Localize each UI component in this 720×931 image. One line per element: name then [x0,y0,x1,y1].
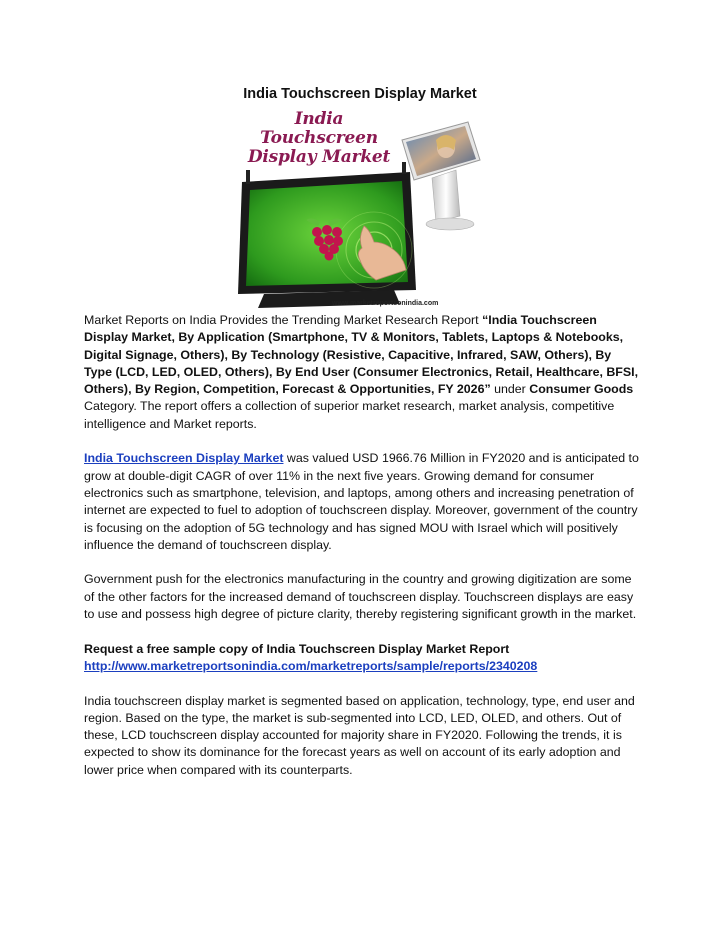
sample-request-link[interactable]: http://www.marketreportsonindia.com/marketreports/sample/reports/2340208 [84,658,538,673]
market-value-text: was valued USD 1966.76 Million in FY2020 and is anticipated to grow at double-digit CAGR of over 11% in the next five years. Growing demand for consumer electronics such as smartphone, television, and laptops, among others and increasing penetration of internet are expected to fuel to adoption of touchscreen display. Moreover, government of the country is focusing on the adoption of 5G technology and has signed MOU with Israel which will positively influence the demand of touchscreen display. [84,451,639,552]
category-name: Consumer Goods [529,382,634,397]
under-text: under [490,382,530,397]
market-report-link[interactable]: India Touchscreen Display Market [84,451,284,466]
segmentation-paragraph: India touchscreen display market is segmented based on application, technology, type, end user and region. Based on the type, the market is sub-segmented into LCD, LED, OLED, and others. Out of these, LCD touchscreen display accounted for majority share in FY2020. Following the trends, it is expected to show its dominance for the forecast years as well on account of its early adoption and lower price when compared with its counterparts. [84,693,635,777]
document-body [84,312,640,796]
hero-heading-line2: Display Market [247,147,391,167]
hero-image [224,110,500,312]
intro-text-after: Category. The report offers a collection of superior market research, market analysis, competitive intelligence and Market reports. [84,399,615,431]
intro-text: Market Reports on India Provides the Trending Market Research Report [84,313,483,327]
sample-request [84,641,640,676]
report-title: “India Touchscreen Display Market, By Application (Smartphone, TV & Monitors, Tablets, Laptops & Notebooks, Digital Signage, Others), By Technology (Resistive, Capacitive, Infrared, SAW, Others), By Type (LCD, LED, OLED, Others), By End User (Consumer Electronics, Retail, Healthcare, BFSI, Others), By Region, Competition, Forecast & Opportunities, FY 2026” [84,313,639,397]
government-paragraph: Government push for the electronics manufacturing in the country and growing digitization are some of the other factors for the increased demand of touchscreen display. Touchscreen displays are easy to use and possess high degree of picture clarity, thereby registering significant growth in the market. [84,572,637,622]
kiosk-graphic [402,122,480,230]
sample-request-label: Request a free sample copy of India Touchscreen Display Market Report [84,641,510,656]
hero-website: www.marketreportsonindia.com [332,300,439,307]
intro-paragraph [84,312,640,433]
hero-heading [234,110,404,167]
market-value-paragraph [84,450,640,554]
monitor-graphic [238,162,416,308]
hero-heading-line1: India Touchscreen [260,109,378,148]
document-title: India Touchscreen Display Market [243,86,477,102]
